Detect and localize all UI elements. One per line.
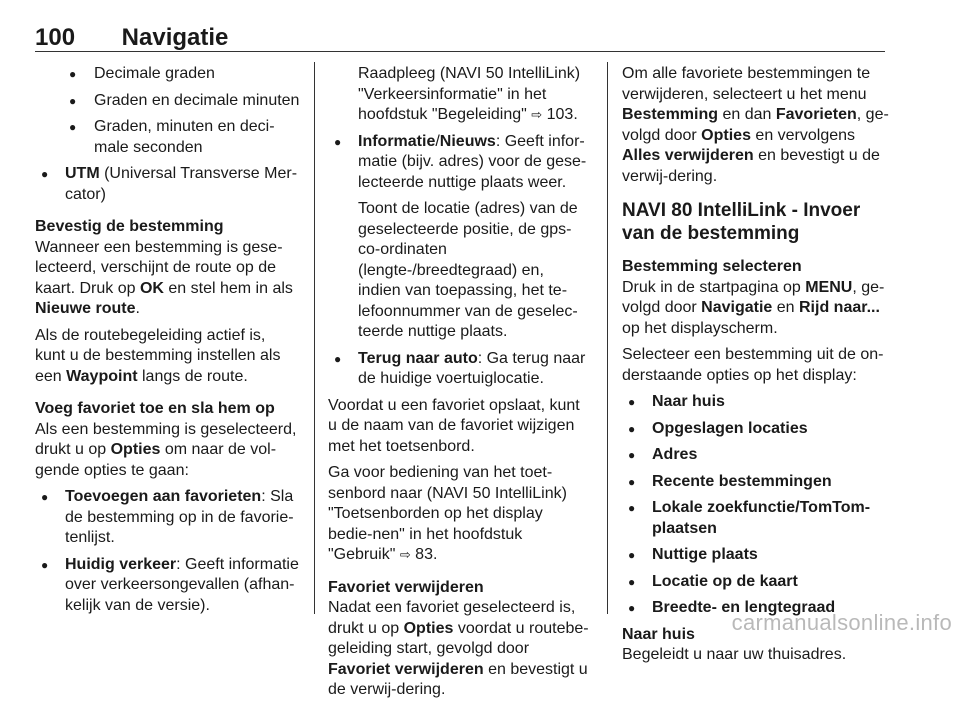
column-2 <box>328 64 590 707</box>
list-item: ● Recente bestemmingen <box>622 472 890 493</box>
section-heading: Favoriet verwijderen <box>328 578 484 596</box>
section-heading: Bevestig de bestemming <box>35 218 224 235</box>
column-divider-2 <box>607 62 608 614</box>
destination-options-list <box>622 392 890 619</box>
list-item: ● Informatie/Nieuws: Geeft infor-matie (bijv. adres) voor de gese-lecteerde nuttige plaats weer. <box>328 132 590 194</box>
page-ref-arrow-icon: ⇨ <box>399 547 411 562</box>
paragraph: Raadpleeg (NAVI 50 IntelliLink) "Verkeersinformatie" in het hoofdstuk "Begeleiding" ⇨ 103. <box>358 65 581 123</box>
favorite-options-list <box>35 487 300 616</box>
list-item: ● Lokale zoekfunctie/TomTom-plaatsen <box>622 498 890 539</box>
section-heading: Naar huis <box>622 625 695 643</box>
paragraph: Toont de locatie (adres) van de geselecteerde positie, de gps-co-ordinaten (lengte-/breedtegraad) en, indien van toepassing, het te-lefoonnummer van de geselec-teerde nuttige plaats. <box>358 200 578 340</box>
list-item: ● Toevoegen aan favorieten: Sla de bestemming op in de favorie-tenlijst. <box>35 487 300 549</box>
paragraph: Als een bestemming is geselecteerd, drukt u op Opties om naar de vol-gende opties te gaan: <box>35 420 297 479</box>
page-number: 100 <box>35 24 76 51</box>
paragraph: Wanneer een bestemming is gese-lecteerd, verschijnt de route op de kaart. Druk op OK en stel hem in als Nieuwe route. <box>35 238 293 317</box>
list-item: ● Graden, minuten en deci-male seconden <box>35 117 300 158</box>
paragraph: Om alle favoriete bestemmingen te verwijderen, selecteert u het menu Bestemming en dan Favorieten, ge-volgd door Opties en vervolgens Alles verwijderen en bevestigt u de verwij-dering. <box>622 65 889 185</box>
watermark: carmanualsonline.info <box>731 610 952 635</box>
paragraph: Voordat u een favoriet opslaat, kunt u de naam van de favoriet wijzigen met het toetsenbord. <box>328 396 580 455</box>
column-divider-1 <box>314 62 315 614</box>
paragraph: Ga voor bediening van het toet-senbord naar (NAVI 50 IntelliLink) "Toetsenborden op het display bedie-nen" in het hoofdstuk "Gebruik" ⇨ 83. <box>328 464 567 563</box>
paragraph: Selecteer een bestemming uit de on-derstaande opties op het display: <box>622 346 884 384</box>
list-item: ● Decimale graden <box>35 64 300 85</box>
paragraph: Begeleidt u naar uw thuisadres. <box>622 646 847 663</box>
list-item: ● Adres <box>622 445 890 466</box>
section-heading: Voeg favoriet toe en sla hem op <box>35 400 275 417</box>
list-item: ● Terug naar auto: Ga terug naar de huidige voertuiglocatie. <box>328 349 590 390</box>
list-item: ● Graden en decimale minuten <box>35 91 300 112</box>
column-1 <box>35 64 300 622</box>
list-item: ● Naar huis <box>622 392 890 413</box>
paragraph: Druk in de startpagina op MENU, ge-volgd door Navigatie en Rijd naar... op het displayscherm. <box>622 278 885 337</box>
header-rule <box>35 51 885 52</box>
page-header <box>35 24 228 52</box>
column-3 <box>622 64 890 672</box>
page-title: Navigatie <box>121 24 229 51</box>
favorite-options-list-cont <box>328 132 590 194</box>
section-heading: Bestemming selecteren <box>622 258 802 275</box>
coordinate-format-list <box>35 64 300 205</box>
list-item: ● Breedte- en lengtegraad <box>622 598 890 619</box>
page-ref-arrow-icon: ⇨ <box>531 107 543 122</box>
list-item: ● Locatie op de kaart <box>622 572 890 593</box>
paragraph: Nadat een favoriet geselecteerd is, drukt u op Opties voordat u routebe-geleiding start, gevolgd door Favoriet verwijderen en bevestigt u de verwij-dering. <box>328 599 589 698</box>
list-item: ● Nuttige plaats <box>622 545 890 566</box>
list-item-utm: ● UTM (Universal Transverse Mer-cator) <box>35 164 300 205</box>
paragraph: Als de routebegeleiding actief is, kunt u de bestemming instellen als een Waypoint langs de route. <box>35 326 281 385</box>
favorite-options-list-cont-2 <box>328 349 590 390</box>
list-item: ● Huidig verkeer: Geeft informatie over verkeersongevallen (afhan-kelijk van de versie). <box>35 555 300 617</box>
section-title: NAVI 80 IntelliLink - Invoer van de bestemming <box>622 200 861 244</box>
list-item: ● Opgeslagen locaties <box>622 419 890 440</box>
